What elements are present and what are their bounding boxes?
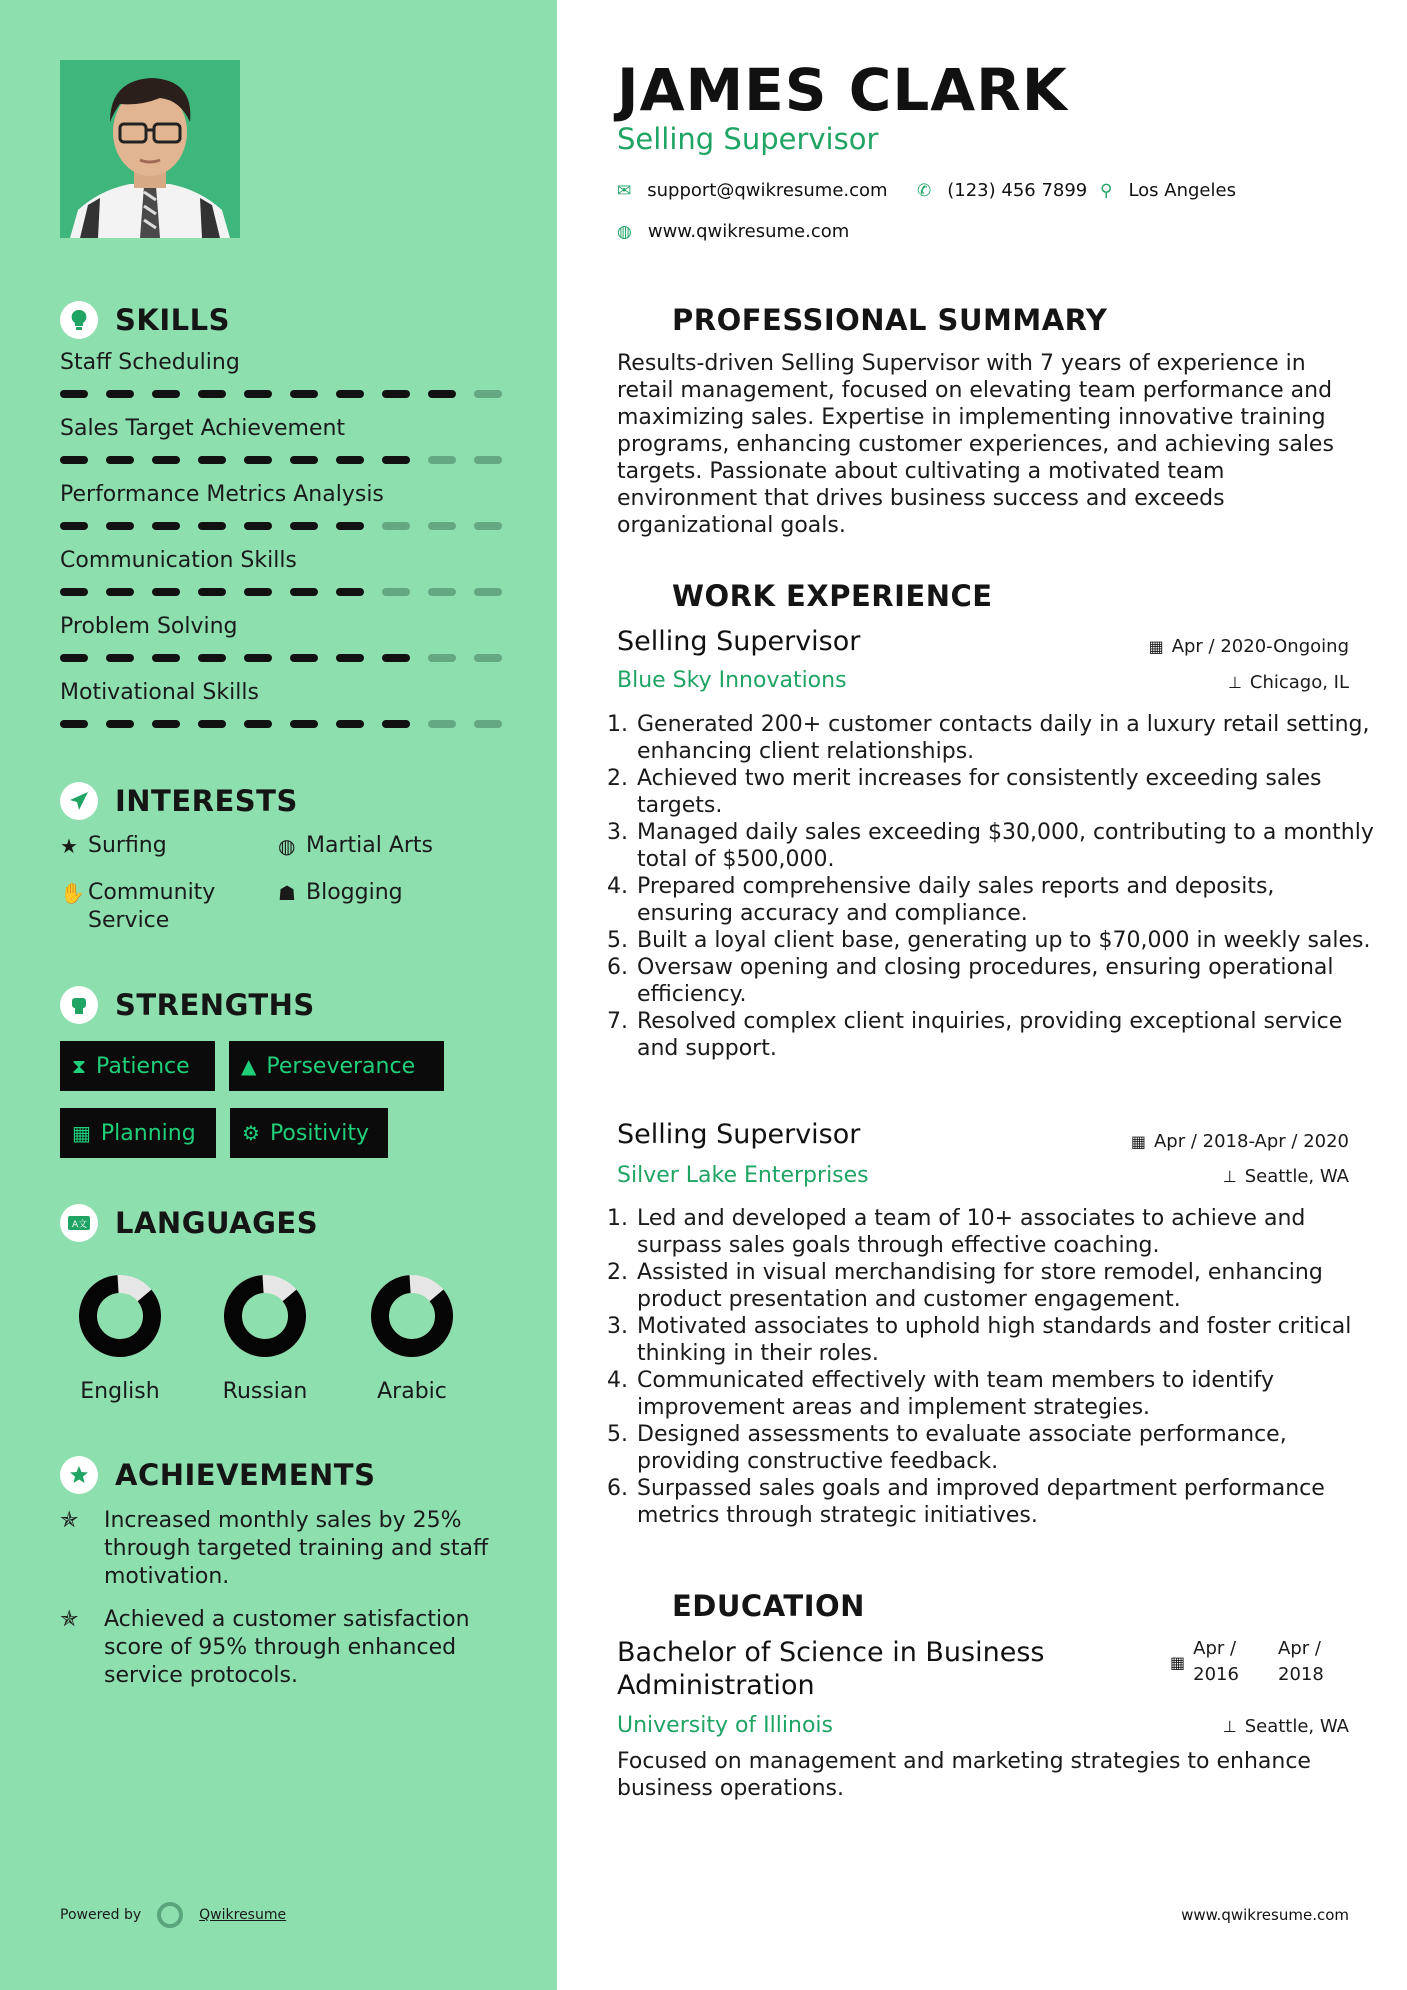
languages-title: LANGUAGES [115,1206,319,1240]
skill-name: Motivational Skills [60,680,259,705]
skill-segment-empty [428,588,456,596]
list-item: 5. Built a loyal client base, generating up to $70,000 in weekly sales. [635,927,1375,954]
location-text: Los Angeles [1128,180,1236,201]
fist-icon [60,986,98,1024]
school-name: University of Illinois [617,1713,833,1738]
skill-segment-filled [382,654,410,662]
skill-item [60,614,500,639]
skill-segment-filled [106,588,134,596]
cog-icon: ⚙ [242,1121,260,1145]
powered-by-label: Powered by [60,1907,142,1923]
skill-segment-filled [244,588,272,596]
education-date-start [1170,1636,1253,1688]
shooting-star-icon: ✯ [60,1607,79,1632]
paper-plane-icon [60,782,98,820]
sidebar [0,0,557,1990]
skill-segment-empty [474,522,502,530]
job-title: Selling Supervisor [617,1119,861,1150]
language-donut [60,1271,180,1361]
skill-segment-filled [244,390,272,398]
skill-segment-filled [198,720,226,728]
interest-item [60,879,240,935]
skill-segment-filled [198,456,226,464]
road-icon: ▲ [241,1054,257,1078]
email-text: support@qwikresume.com [647,180,888,201]
job-bullets [617,711,1375,1062]
job-location-text: Seattle, WA [1244,1166,1349,1187]
job-title: Selling Supervisor [617,626,861,657]
language-icon [60,1204,98,1242]
list-item: 4. Communicated effectively with team members to identify improvement areas and implement strategies. [635,1367,1375,1421]
skill-segment-filled [382,390,410,398]
skill-segment-filled [152,654,180,662]
list-item: 6. Oversaw opening and closing procedures, ensuring operational efficiency. [635,954,1375,1008]
skill-segment-filled [60,588,88,596]
skill-level-bar [60,390,500,398]
skill-item [60,548,500,573]
chair-icon [617,577,655,615]
candidate-name: JAMES CLARK [617,56,1068,124]
strengths-title: STRENGTHS [115,988,315,1022]
skill-segment-empty [474,390,502,398]
achievement-item [60,1606,500,1690]
skill-segment-filled [198,390,226,398]
qwikresume-logo-icon [157,1902,183,1928]
skill-segment-empty [428,720,456,728]
skill-segment-filled [60,522,88,530]
skill-segment-filled [198,654,226,662]
education-location [1223,1716,1349,1737]
degree-title: Bachelor of Science in Business Administration [617,1637,1045,1701]
job-location [1223,1166,1349,1187]
skill-segment-filled [60,654,88,662]
skill-item [60,350,500,375]
skill-segment-empty [474,720,502,728]
svg-text:A文: A文 [72,1220,88,1230]
language-item [205,1271,325,1404]
skill-segment-filled [290,522,318,530]
achievement-item [60,1507,500,1591]
users-icon: ☗ [278,881,296,905]
strength-label: Perseverance [266,1053,416,1079]
skill-segment-filled [244,654,272,662]
achievement-text: Achieved a customer satisfaction score of 95% through enhanced service protocols. [104,1607,470,1688]
skill-segment-empty [382,522,410,530]
experience-header [617,577,993,615]
language-donut [352,1271,472,1361]
calendar-icon: ▦ [1170,1653,1186,1672]
skill-segment-filled [198,522,226,530]
calendar-icon: ▦ [1130,1132,1146,1151]
date-end-text: Apr / 2018 [1278,1638,1324,1685]
skills-title: SKILLS [115,303,230,337]
skill-segment-filled [106,654,134,662]
skill-segment-filled [290,720,318,728]
job-date-text: Apr / 2018-Apr / 2020 [1153,1131,1349,1152]
skill-segment-filled [152,588,180,596]
list-item: 7. Resolved complex client inquiries, providing exceptional service and support. [635,1008,1375,1062]
skill-item [60,680,500,705]
shooting-star-icon: ✯ [60,1508,79,1533]
company-name: Silver Lake Enterprises [617,1163,869,1188]
skill-name: Communication Skills [60,548,297,573]
job-location-text: Chicago, IL [1249,672,1349,693]
skill-segment-filled [106,720,134,728]
website-text: www.qwikresume.com [647,221,850,242]
envelope-icon: ✉ [617,180,632,201]
job-date-text: Apr / 2020-Ongoing [1171,636,1349,657]
skill-segment-empty [474,654,502,662]
strength-tag [60,1041,215,1091]
skill-segment-filled [60,456,88,464]
skills-header [60,301,230,339]
star-icon: ★ [60,834,78,858]
skill-segment-filled [244,522,272,530]
interest-label: Surfing [88,833,167,858]
footer-url[interactable]: www.qwikresume.com [1181,1906,1349,1924]
skill-item [60,416,500,441]
company-name: Blue Sky Innovations [617,668,847,693]
globe-icon: ◍ [278,834,296,858]
date-start-text: Apr / 2016 [1193,1638,1239,1685]
graduation-icon [617,1587,655,1625]
skill-segment-filled [106,456,134,464]
calendar-icon: ▦ [72,1121,91,1145]
list-item: 6. Surpassed sales goals and improved department performance metrics through strategic initiatives. [635,1475,1375,1529]
achievements-title: ACHIEVEMENTS [115,1458,376,1492]
phone-text: (123) 456 7899 [947,180,1088,201]
skill-segment-filled [106,390,134,398]
profile-photo [60,60,240,238]
profile-photo-image [60,60,240,238]
interests-title: INTERESTS [115,784,298,818]
skill-segment-filled [152,390,180,398]
strengths-header [60,986,315,1024]
skill-segment-empty [382,588,410,596]
skill-segment-filled [244,456,272,464]
skill-segment-filled [152,720,180,728]
skill-segment-filled [60,720,88,728]
skill-name: Staff Scheduling [60,350,240,375]
language-item [60,1271,180,1404]
job-date [1149,636,1349,657]
job-bullets [617,1205,1375,1529]
skill-segment-filled [244,720,272,728]
job-date [1131,1131,1349,1152]
language-item [352,1271,472,1404]
hourglass-icon: ⧗ [72,1054,87,1078]
job-location [1228,672,1349,693]
list-item: 2. Assisted in visual merchandising for store remodel, enhancing product presentation and customer engagement. [635,1259,1375,1313]
contact-email[interactable] [617,180,888,201]
pin-icon: ⊥ [1222,1167,1237,1186]
skill-segment-filled [428,390,456,398]
interest-item [278,832,433,860]
strength-label: Positivity [269,1120,369,1146]
skill-segment-filled [336,456,364,464]
language-label: Russian [222,1379,308,1404]
achievement-text: Increased monthly sales by 25% through targeted training and staff motivation. [104,1508,489,1589]
skill-name: Problem Solving [60,614,238,639]
skill-level-bar [60,720,500,728]
language-label: English [80,1379,160,1404]
interest-item [278,879,403,907]
calendar-icon: ▦ [1148,637,1164,656]
skill-segment-filled [290,456,318,464]
strength-tag [229,1041,444,1091]
interest-label: Blogging [306,880,403,905]
skill-segment-filled [336,390,364,398]
contact-website[interactable] [617,221,849,242]
education-title: EDUCATION [672,1589,865,1623]
summary-text: Results-driven Selling Supervisor with 7 years of experience in retail management, focused on elevating team performance and maximizing sales. Expertise in implementing innovative training programs, enhancing customer experiences, and achieving sales targets. Passionate about cultivating a motivated team environment that drives business success and exceeds organizational goals. [617,351,1334,538]
skill-segment-filled [290,390,318,398]
skill-segment-filled [336,588,364,596]
skill-segment-filled [198,588,226,596]
skill-segment-empty [428,654,456,662]
skill-segment-empty [474,588,502,596]
list-item: 5. Designed assessments to evaluate associate performance, providing constructive feedback. [635,1421,1375,1475]
language-donut [205,1271,325,1361]
strength-tag [60,1108,216,1158]
interest-label: Martial Arts [306,833,434,858]
hand-icon: ✋ [60,881,85,905]
pin-icon: ⊥ [1227,673,1242,692]
skill-item [60,482,500,507]
summary-title: PROFESSIONAL SUMMARY [672,303,1108,337]
map-pin-icon: ⚲ [1100,180,1113,201]
qwikresume-link[interactable]: Qwikresume [199,1907,287,1923]
skill-segment-filled [382,456,410,464]
skill-name: Sales Target Achievement [60,416,346,441]
skill-segment-filled [336,720,364,728]
interests-header [60,782,298,820]
achievements-header [60,1456,375,1494]
education-description: Focused on management and marketing strategies to enhance business operations. [617,1749,1311,1801]
powered-by [60,1902,286,1928]
pin-icon: ⊥ [1222,1717,1237,1736]
list-item: 4. Prepared comprehensive daily sales reports and deposits, ensuring accuracy and compliance. [635,873,1375,927]
interest-item [60,832,167,860]
contact-location [1100,180,1236,201]
list-item: 3. Managed daily sales exceeding $30,000, contributing to a monthly total of $500,000. [635,819,1375,873]
strength-label: Planning [100,1120,196,1146]
education-header [617,1587,865,1625]
skill-segment-empty [428,456,456,464]
skill-segment-filled [60,390,88,398]
skill-segment-filled [152,522,180,530]
contact-phone[interactable] [917,180,1087,201]
skill-segment-empty [474,456,502,464]
list-item: 2. Achieved two merit increases for consistently exceeding sales targets. [635,765,1375,819]
phone-icon: ✆ [917,180,932,201]
strength-tag [230,1108,388,1158]
skill-level-bar [60,588,500,596]
skill-segment-filled [290,654,318,662]
skill-name: Performance Metrics Analysis [60,482,384,507]
skill-level-bar [60,522,500,530]
skill-segment-filled [382,720,410,728]
language-label: Arabic [377,1379,447,1404]
skill-segment-filled [106,522,134,530]
skill-segment-filled [336,522,364,530]
skill-segment-filled [152,456,180,464]
lightbulb-icon [60,301,98,339]
experience-title: WORK EXPERIENCE [672,579,993,613]
strength-label: Patience [96,1053,190,1079]
skill-segment-filled [336,654,364,662]
user-icon [617,301,655,339]
languages-header [60,1204,318,1242]
summary-header [617,301,1107,339]
list-item: 1. Generated 200+ customer contacts daily in a luxury retail setting, enhancing client relationships. [635,711,1375,765]
skill-segment-filled [290,588,318,596]
globe-icon: ◍ [617,221,632,242]
skill-level-bar [60,456,500,464]
skill-segment-empty [428,522,456,530]
interest-label: Community Service [88,880,216,933]
education-location-text: Seattle, WA [1244,1716,1349,1737]
trophy-star-icon [60,1456,98,1494]
list-item: 1. Led and developed a team of 10+ associates to achieve and surpass sales goals through effective coaching. [635,1205,1375,1259]
list-item: 3. Motivated associates to uphold high standards and foster critical thinking in their roles. [635,1313,1375,1367]
candidate-title: Selling Supervisor [617,122,879,156]
skill-level-bar [60,654,500,662]
